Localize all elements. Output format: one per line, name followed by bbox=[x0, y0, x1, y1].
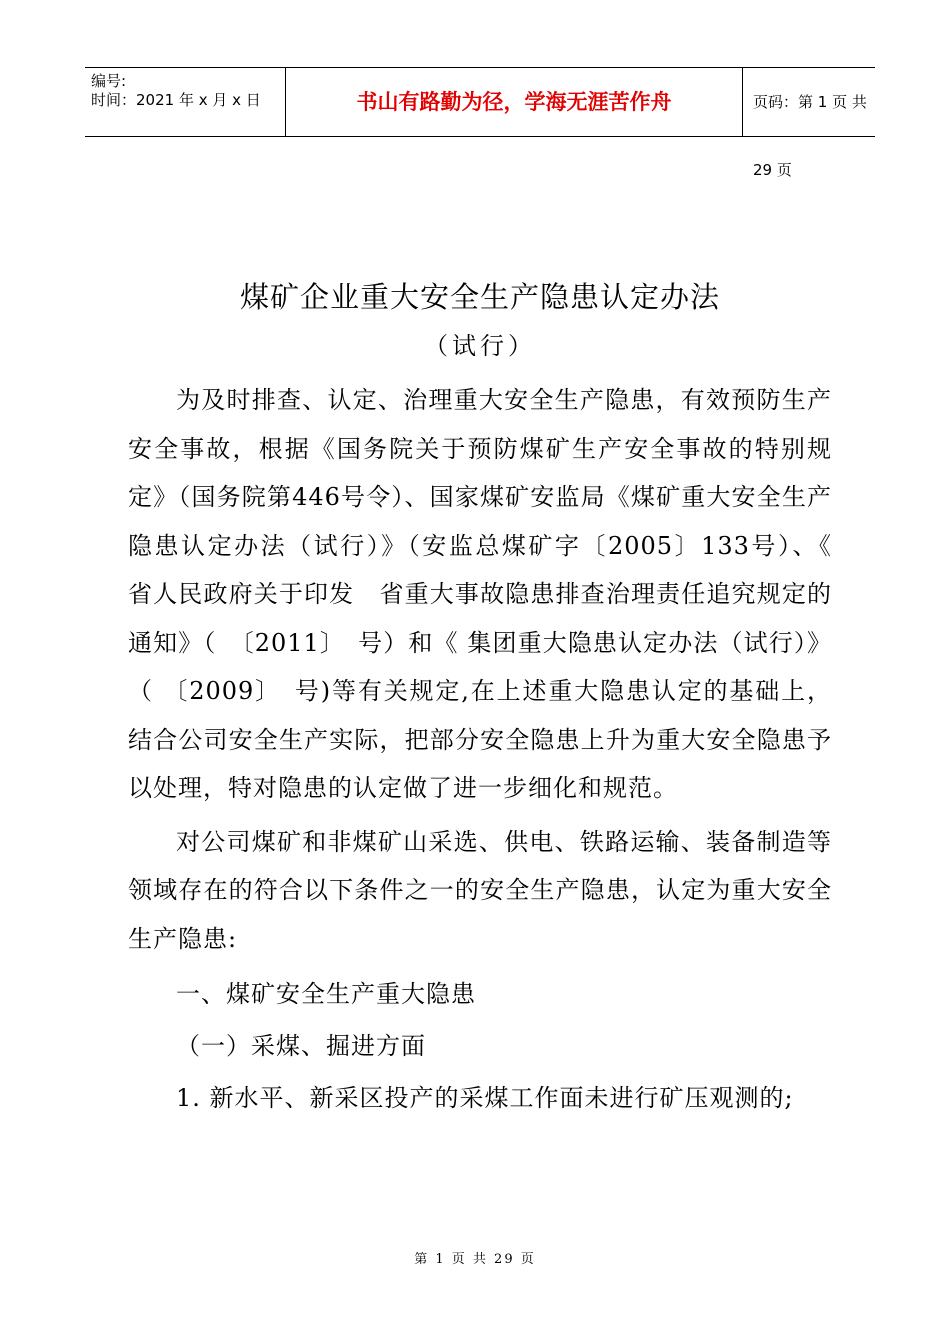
section-heading: 一、煤矿安全生产重大隐患 bbox=[176, 980, 476, 1008]
page-footer: 第 1 页 共 29 页 bbox=[414, 1252, 536, 1267]
header-motto: 书山有路勤为径，学海无涯苦作舟 bbox=[285, 68, 743, 136]
intro-paragraph: 为及时排查、认定、治理重大安全生产隐患，有效预防生产安全事故，根据《国务院关于预防煤矿生产安全事故的特别规定》（国务院第446号令）、国家煤矿安监局《煤矿重大安全生产隐患认定办法（试行）》（安监总煤矿字〔2005〕133号）、《 省人民政府关于印发 省重大事故隐患排查治理责任追究规定的通知》（ 〔2011〕 号）和《 集团重大隐患认定办法（试行）》（ 〔2009〕 号)等有关规定,在上述重大隐患认定的基础上，结合公司安全生产实际，把部分安全隐患上升为重大安全隐患予以处理，特对隐患的认定做了进一步细化和规范。 bbox=[128, 386, 857, 802]
list-item: 1. 新水平、新采区投产的采煤工作面未进行矿压观测的; bbox=[176, 1084, 794, 1112]
document-subtitle: （试行） bbox=[424, 332, 536, 360]
subsection-heading: （一）采煤、掘进方面 bbox=[176, 1032, 426, 1060]
scope-paragraph: 对公司煤矿和非煤矿山采选、供电、铁路运输、装备制造等领域存在的符合以下条件之一的安全生产隐患，认定为重大安全生产隐患: bbox=[128, 827, 832, 953]
header-meta bbox=[85, 68, 285, 136]
document-body bbox=[128, 270, 857, 1124]
document-header bbox=[85, 67, 875, 179]
time-label: 时间：2021 年 x 月 x 日 bbox=[91, 91, 261, 109]
number-label: 编号: bbox=[91, 72, 127, 90]
document-title: 煤矿企业重大安全生产隐患认定办法 bbox=[239, 280, 720, 314]
header-page-info: 页码：第 1 页 共 29 页 bbox=[753, 93, 867, 179]
